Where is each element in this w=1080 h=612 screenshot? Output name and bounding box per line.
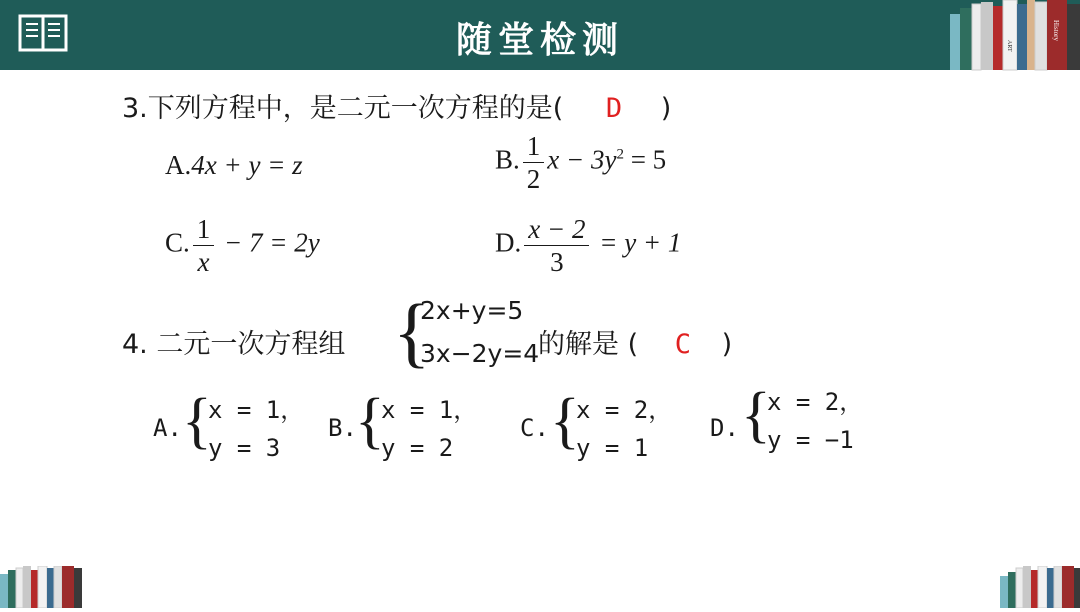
q3-option-b-denominator: 2 [526,164,541,194]
books-illustration-top [950,0,1080,76]
q3-option-d-denominator: 3 [550,247,564,277]
q3-option-d-rest: = y + 1 [592,227,682,258]
q4-option-c-brace: { [550,387,580,455]
q3-option-b-term: x − 3y [547,144,617,175]
q4-option-c-line-2: y = 1 [576,434,649,462]
q3-option-a [165,150,303,181]
q3-option-d-numerator: x − 2 [524,213,589,246]
question-4-suffix-text: 的解是 ( [538,329,639,360]
q3-option-c-label: C. [165,227,190,258]
books-illustration-bottom-left [0,566,82,612]
q4-option-a-brace: { [182,387,212,455]
q3-option-b-numerator: 1 [523,130,545,163]
q3-option-a-label: A. [165,150,192,180]
q3-option-b-exponent: 2 [616,146,624,163]
page-title: 随堂检测 [455,19,624,61]
q4-option-d-line-1: x = 2， [767,388,864,416]
q3-option-d-label: D. [495,227,522,258]
q4-option-a-line-2: y = 3 [208,434,281,462]
q3-option-b-tail: = 5 [623,144,667,175]
question-3-close-paren: ) [660,93,672,124]
q4-option-b-line-1: x = 1， [381,396,478,424]
spine-label-history: History [1052,20,1060,41]
q3-option-b [495,130,666,195]
question-4-close-paren: ) [721,329,733,360]
q4-option-b-brace: { [355,387,385,455]
q4-option-d-brace: { [741,381,771,449]
question-3-prompt [122,86,671,125]
q4-equation-2: 3x−2y=4 [420,339,540,368]
q3-option-d [495,213,681,278]
q3-option-c-rest: − 7 = 2y [217,227,320,258]
question-3-text: 3.下列方程中，是二元一次方程的是( [122,93,564,124]
question-4-prompt: 4. 二元一次方程组 [122,329,346,360]
q3-option-c-denominator: x [197,247,210,277]
q4-option-d-line-2: y = −1 [767,426,854,454]
q3-option-c [165,213,320,278]
q3-option-a-expr: 4x + y = z [191,150,303,180]
q4-option-c-label: C. [520,414,549,442]
question-4-answer: C [674,329,691,360]
q3-option-b-label: B. [495,144,520,175]
q4-equation-1: 2x+y=5 [420,296,524,325]
q4-option-a-line-1: x = 1， [208,396,305,424]
question-3-answer: D [605,93,623,124]
question-4-suffix [538,322,732,361]
spine-label-art: ART [1006,40,1012,52]
q3-option-c-numerator: 1 [193,213,215,246]
books-illustration-bottom-right [1000,566,1080,612]
q4-option-d-label: D. [710,414,739,442]
q4-option-c-line-1: x = 2， [576,396,673,424]
q4-option-a-label: A. [153,414,182,442]
q4-system-brace: { [393,288,431,375]
q4-option-b-line-2: y = 2 [381,434,454,462]
q4-option-b-label: B. [328,414,357,442]
